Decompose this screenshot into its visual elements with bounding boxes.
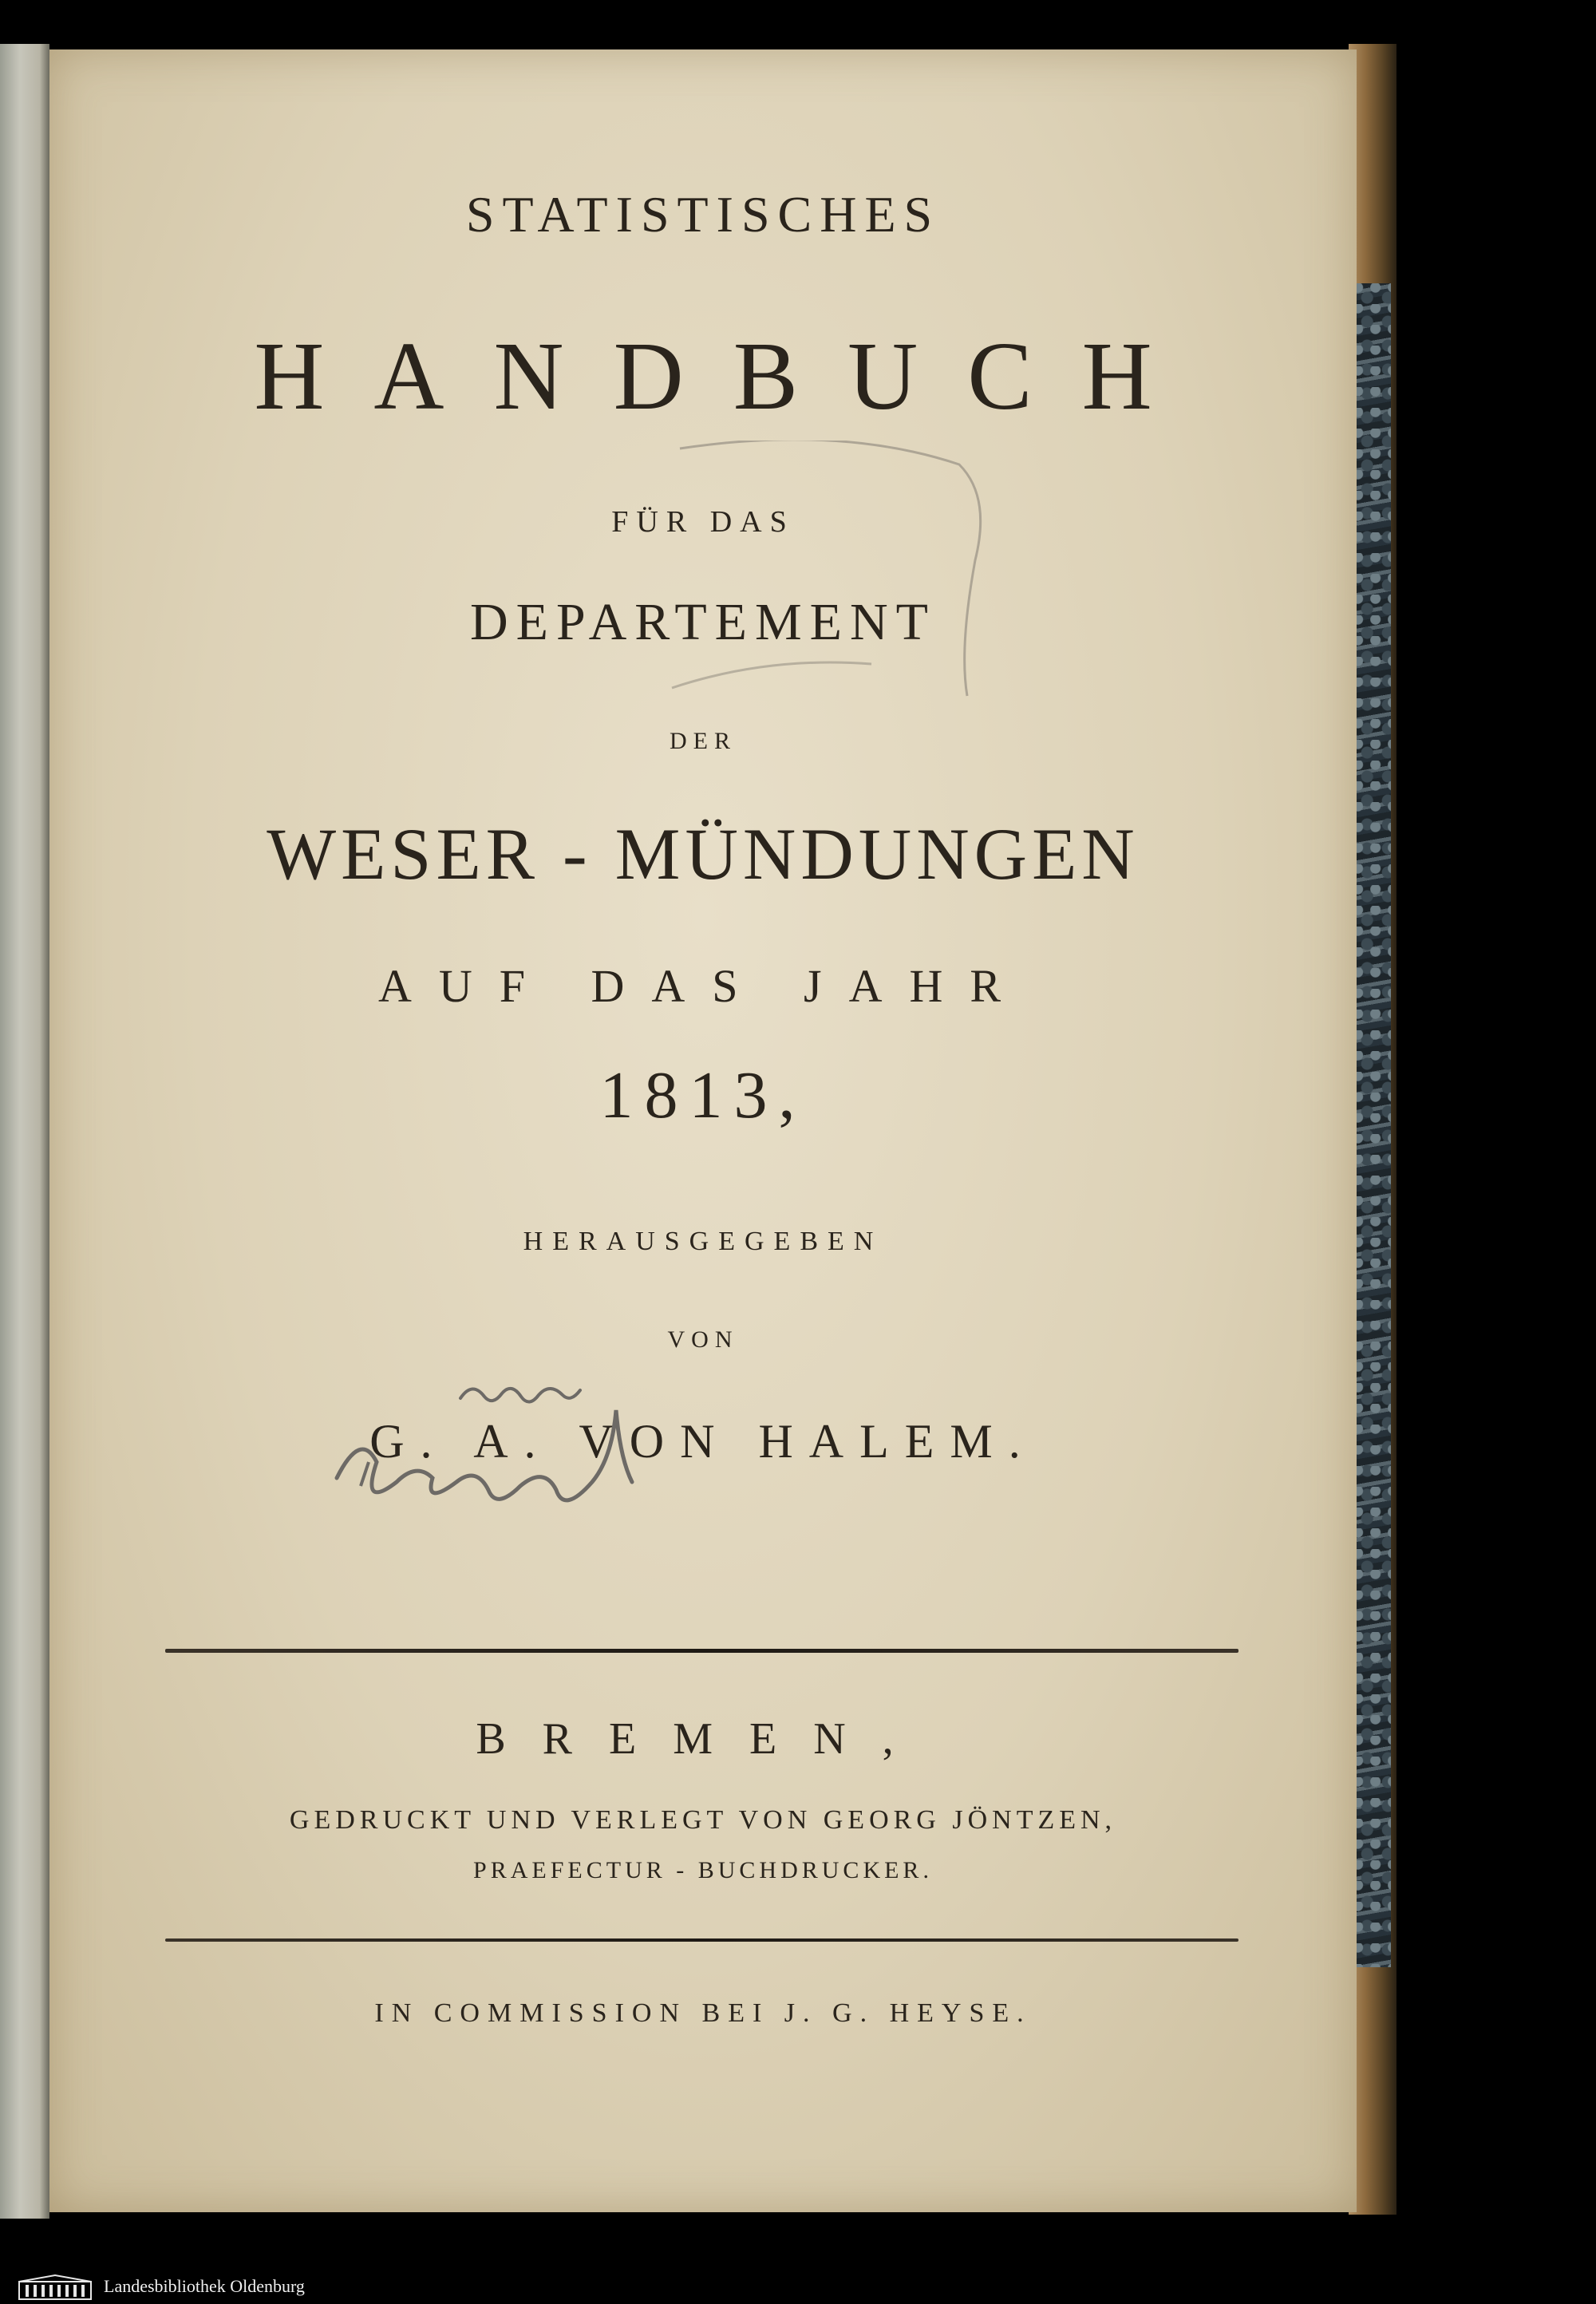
title-line-auf-das-jahr: AUF DAS JAHR — [377, 960, 1029, 1012]
imprint-printer: GEDRUCKT UND VERLEGT VON GEORG JÖNTZEN, — [289, 1805, 1117, 1835]
title-line-handbuch: HANDBUCH — [254, 322, 1202, 430]
title-line-von: VON — [667, 1326, 739, 1353]
title-line-weser-muendungen: WESER - MÜNDUNGEN — [267, 813, 1140, 895]
marbled-cover — [1353, 283, 1391, 1967]
pencil-arc-mark — [648, 441, 999, 712]
title-line-der: DER — [670, 728, 737, 754]
title-line-fuer-das: FÜR DAS — [611, 505, 795, 539]
divider-rule-top — [165, 1649, 1238, 1653]
library-name: Landesbibliothek Oldenburg — [104, 2276, 305, 2296]
imprint-place: BREMEN, — [476, 1714, 930, 1764]
left-page-edge — [0, 44, 49, 2219]
title-page — [49, 49, 1357, 2212]
divider-rule-bottom — [165, 1938, 1238, 1942]
title-line-herausgegeben: HERAUSGEGEBEN — [523, 1227, 883, 1256]
title-line-author: G. A. VON HALEM. — [369, 1415, 1037, 1468]
title-line-departement: DEPARTEMENT — [470, 593, 936, 651]
imprint-commission: IN COMMISSION BEI J. G. HEYSE. — [374, 1998, 1032, 2028]
title-line-statistisches: STATISTISCHES — [465, 186, 941, 243]
library-building-icon — [18, 2274, 93, 2301]
imprint-printer-title: PRAEFECTUR - BUCHDRUCKER. — [473, 1857, 933, 1883]
title-line-year: 1813, — [599, 1058, 807, 1132]
pencil-annotation — [321, 1366, 704, 1574]
